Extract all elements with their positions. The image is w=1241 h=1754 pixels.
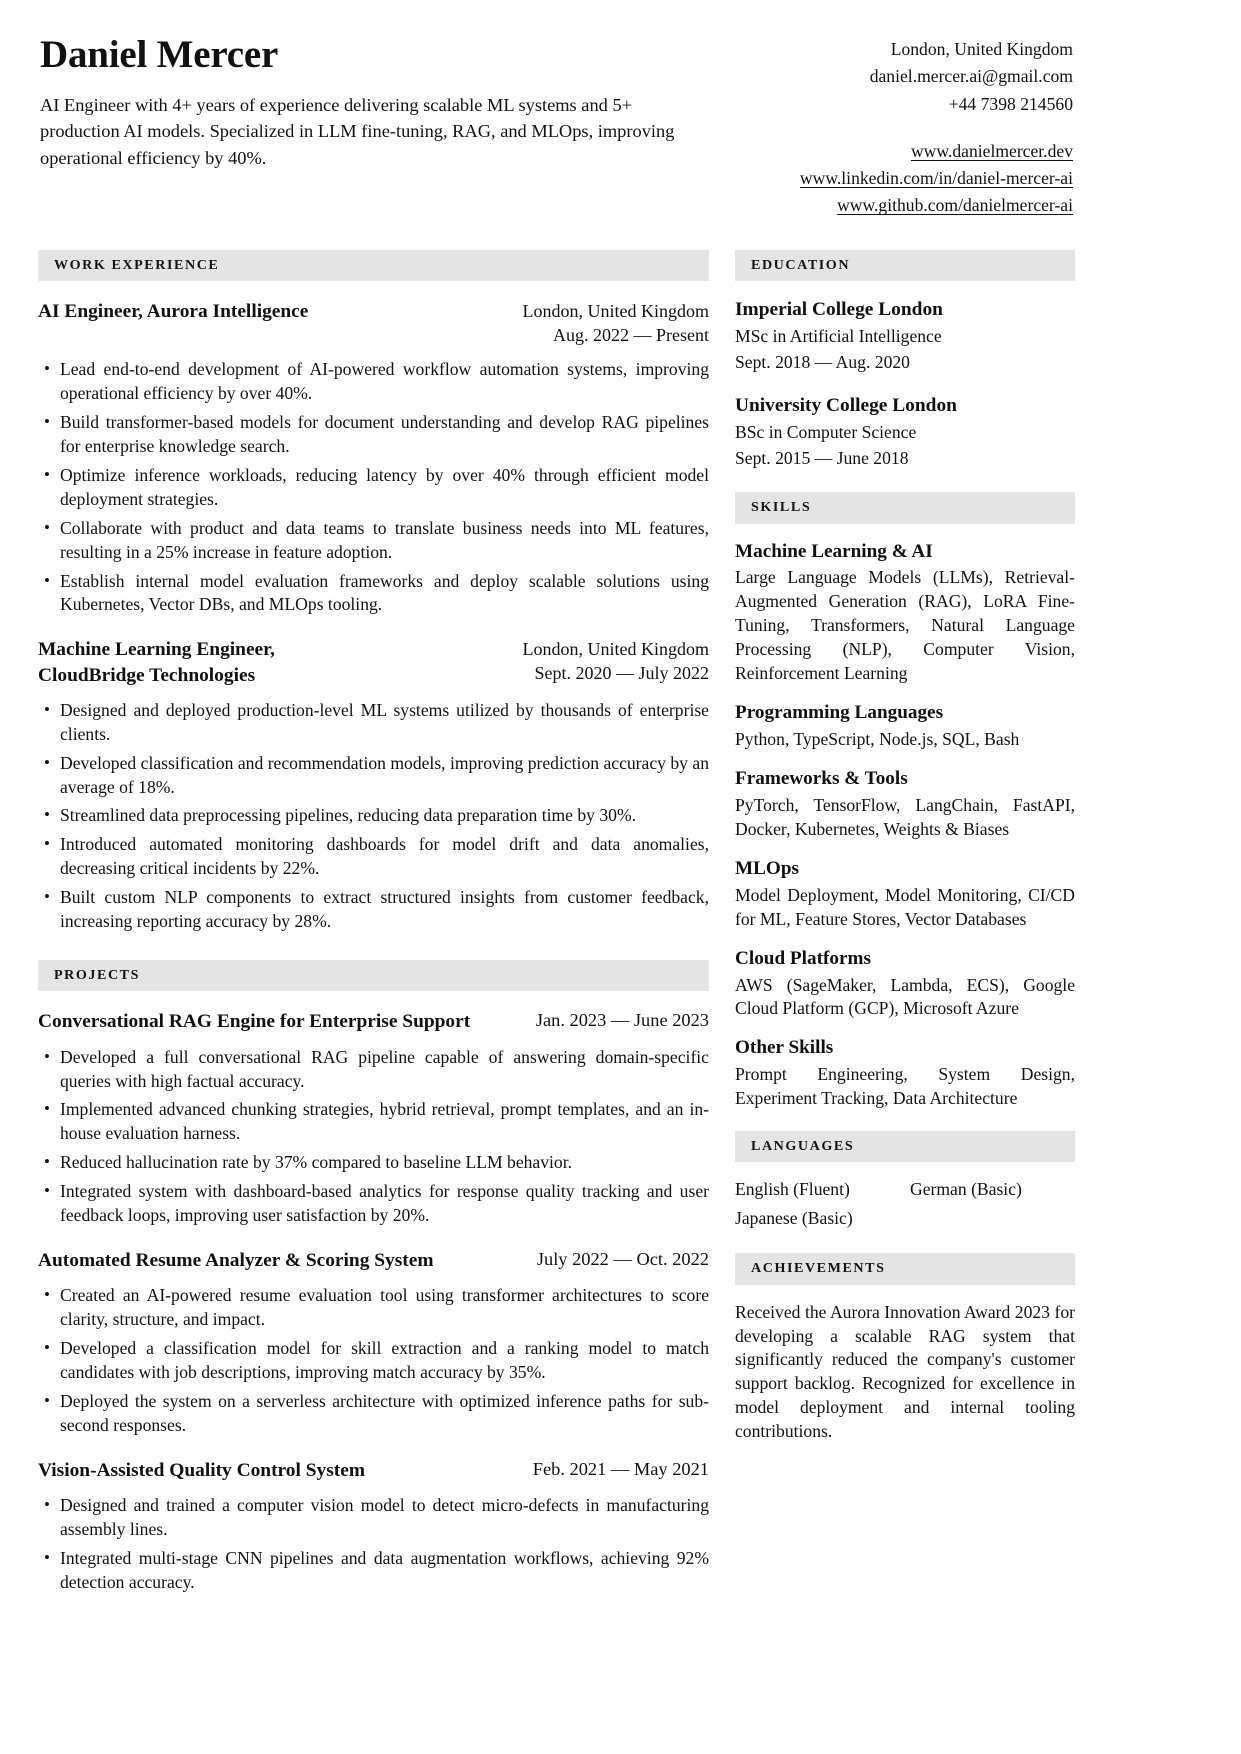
project-entry	[38, 1248, 709, 1438]
education-list	[735, 297, 1075, 470]
contact-phone[interactable]: +44 7398 214560	[948, 93, 1073, 114]
contact-email[interactable]: daniel.mercer.ai@gmail.com	[869, 66, 1073, 87]
education-school: University College London	[735, 394, 957, 416]
contact-links	[726, 138, 1073, 220]
project-entry-bullets	[38, 1284, 709, 1438]
list-item: • Created an AI-powered resume evaluation tool using transformer architectures to score clarity, structure, and impact.	[38, 1284, 709, 1332]
contact-block	[726, 26, 1073, 220]
skill-group-items: Large Language Models (LLMs), Retrieval-Augmented Generation (RAG), LoRA Fine-Tuning, Transformers, Natural Language Processing (NLP), Computer Vision, Reinforcement Learning	[735, 567, 1075, 684]
list-item: • Developed classification and recommendation models, improving prediction accuracy by an average of 18%.	[38, 752, 709, 800]
skill-group-name: Frameworks & Tools	[735, 767, 908, 789]
list-item: • Designed and trained a computer vision model to detect micro-defects in manufacturing assembly lines.	[38, 1494, 709, 1542]
skill-group	[735, 947, 1075, 1022]
language-item: German (Basic)	[910, 1179, 1022, 1200]
list-item: • Developed a full conversational RAG pipeline capable of answering domain-specific queries with high factual accuracy.	[38, 1046, 709, 1094]
work-entry-title: AI Engineer, Aurora Intelligence	[38, 300, 309, 322]
contact-linkedin-link[interactable]: www.linkedin.com/in/daniel-mercer-ai	[799, 168, 1073, 189]
contact-location: London, United Kingdom	[890, 39, 1073, 59]
skill-group-name: Other Skills	[735, 1037, 834, 1059]
project-entry-header	[38, 1009, 709, 1034]
education-degree: BSc in Computer Science	[735, 421, 917, 442]
page-title: Daniel Mercer	[40, 33, 279, 76]
resume-header	[38, 26, 1073, 228]
work-entry-bullets	[38, 358, 709, 617]
list-item: • Build transformer-based models for document understanding and develop RAG pipelines for enterprise knowledge search.	[38, 411, 709, 459]
list-item: • Implemented advanced chunking strategies, hybrid retrieval, prompt templates, and an in-house evaluation harness.	[38, 1098, 709, 1146]
achievement-text: Received the Aurora Innovation Award 2023 for developing a scalable RAG system that significantly reduced the company's customer support backlog. Recognized for excellence in model deployment and internal tooling contributions.	[735, 1301, 1075, 1442]
work-entry-location: London, United Kingdom	[522, 639, 709, 660]
skill-group-items: Python, TypeScript, Node.js, SQL, Bash	[735, 729, 1020, 750]
project-entry-header	[38, 1458, 709, 1483]
project-entry-title: Automated Resume Analyzer & Scoring System	[38, 1250, 434, 1272]
work-entry-meta	[523, 299, 710, 347]
section-header-work-experience: WORK EXPERIENCE	[38, 250, 709, 281]
professional-summary: AI Engineer with 4+ years of experience delivering scalable ML systems and 5+ production AI models. Specialized in LLM fine-tuning, RAG, and MLOps, improving operational efficiency by 40%.	[40, 95, 675, 168]
skill-group	[735, 701, 1075, 752]
skill-group	[735, 540, 1075, 687]
work-entry-meta	[523, 637, 710, 685]
education-entry	[735, 297, 1075, 375]
work-entry	[38, 299, 709, 617]
work-entry-dates: Sept. 2020 — July 2022	[534, 663, 709, 684]
list-item: • Deployed the system on a serverless architecture with optimized inference paths for sub-second responses.	[38, 1390, 709, 1438]
work-entry-dates: Aug. 2022 — Present	[553, 325, 709, 346]
skill-group-items: Prompt Engineering, System Design, Experiment Tracking, Data Architecture	[735, 1064, 1075, 1109]
list-item: • Reduced hallucination rate by 37% compared to baseline LLM behavior.	[38, 1151, 709, 1175]
main-column	[38, 250, 709, 1601]
project-entry-dates: July 2022 — Oct. 2022	[536, 1249, 709, 1270]
work-experience-list	[38, 299, 709, 934]
section-header-languages: LANGUAGES	[735, 1131, 1075, 1162]
work-entry	[38, 637, 709, 934]
section-header-skills: SKILLS	[735, 492, 1075, 523]
skill-group	[735, 857, 1075, 932]
list-item: • Streamlined data preprocessing pipelines, reducing data preparation time by 30%.	[38, 804, 709, 828]
work-entry-location: London, United Kingdom	[522, 300, 709, 321]
skill-group-name: Cloud Platforms	[735, 947, 871, 969]
language-item: Japanese (Basic)	[735, 1208, 853, 1229]
section-header-education: EDUCATION	[735, 250, 1075, 281]
project-entry-dates: Jan. 2023 — June 2023	[535, 1010, 709, 1031]
work-entry-header	[38, 299, 709, 347]
list-item: • Optimize inference workloads, reducing latency by over 40% through efficient model deployment strategies.	[38, 464, 709, 512]
list-item: • Developed a classification model for skill extraction and a ranking model to match candidates with job descriptions, improving match accuracy by 35%.	[38, 1337, 709, 1385]
list-item: • Introduced automated monitoring dashboards for model drift and data anomalies, decreasing critical incidents by 22%.	[38, 833, 709, 881]
work-entry-title: Machine Learning Engineer, CloudBridge Technologies	[38, 639, 275, 686]
education-dates: Sept. 2018 — Aug. 2020	[735, 352, 910, 373]
work-entry-bullets	[38, 699, 709, 934]
languages-list	[735, 1178, 1075, 1231]
list-item: • Built custom NLP components to extract structured insights from customer feedback, increasing reporting accuracy by 28%.	[38, 886, 709, 934]
header-identity	[38, 26, 698, 171]
list-item: • Integrated system with dashboard-based analytics for response quality tracking and user feedback loops, improving user satisfaction by 20%.	[38, 1180, 709, 1228]
contact-github-link[interactable]: www.github.com/danielmercer-ai	[837, 195, 1073, 216]
skill-group-name: Programming Languages	[735, 702, 944, 724]
project-entry-bullets	[38, 1046, 709, 1228]
skill-group	[735, 767, 1075, 842]
contact-website-link[interactable]: www.danielmercer.dev	[910, 140, 1073, 161]
education-school: Imperial College London	[735, 298, 943, 320]
language-item: English (Fluent)	[735, 1179, 850, 1200]
resume-body	[38, 250, 1073, 1601]
skill-group-name: Machine Learning & AI	[735, 540, 933, 562]
section-header-achievements: ACHIEVEMENTS	[735, 1253, 1075, 1284]
skill-group-items: Model Deployment, Model Monitoring, CI/CD for ML, Feature Stores, Vector Databases	[735, 884, 1075, 929]
skill-group-items: AWS (SageMaker, Lambda, ECS), Google Cloud Platform (GCP), Microsoft Azure	[735, 974, 1075, 1019]
list-item: • Establish internal model evaluation frameworks and deploy scalable solutions using Kubernetes, Vector DBs, and MLOps tooling.	[38, 570, 709, 618]
list-item: • Collaborate with product and data teams to translate business needs into ML features, resulting in a 25% increase in feature adoption.	[38, 517, 709, 565]
list-item: • Lead end-to-end development of AI-powered workflow automation systems, improving operational efficiency by over 40%.	[38, 358, 709, 406]
project-entry-bullets	[38, 1494, 709, 1595]
skill-group	[735, 1036, 1075, 1111]
list-item: • Integrated multi-stage CNN pipelines and data augmentation workflows, achieving 92% detection accuracy.	[38, 1547, 709, 1595]
skills-list	[735, 540, 1075, 1112]
education-degree: MSc in Artificial Intelligence	[735, 326, 942, 347]
project-entry	[38, 1009, 709, 1228]
skill-group-name: MLOps	[735, 857, 799, 879]
project-entry	[38, 1458, 709, 1595]
list-item: • Designed and deployed production-level ML systems utilized by thousands of enterprise clients.	[38, 699, 709, 747]
side-column	[735, 250, 1075, 1445]
project-entry-title: Vision-Assisted Quality Control System	[38, 1459, 365, 1481]
projects-list	[38, 1009, 709, 1594]
work-entry-header	[38, 637, 709, 687]
project-entry-header	[38, 1248, 709, 1273]
education-dates: Sept. 2015 — June 2018	[735, 448, 909, 468]
project-entry-dates: Feb. 2021 — May 2021	[532, 1458, 709, 1479]
section-header-projects: PROJECTS	[38, 960, 709, 991]
project-entry-title: Conversational RAG Engine for Enterprise Support	[38, 1011, 471, 1033]
education-entry	[735, 393, 1075, 471]
skill-group-items: PyTorch, TensorFlow, LangChain, FastAPI, Docker, Kubernetes, Weights & Biases	[735, 794, 1075, 839]
